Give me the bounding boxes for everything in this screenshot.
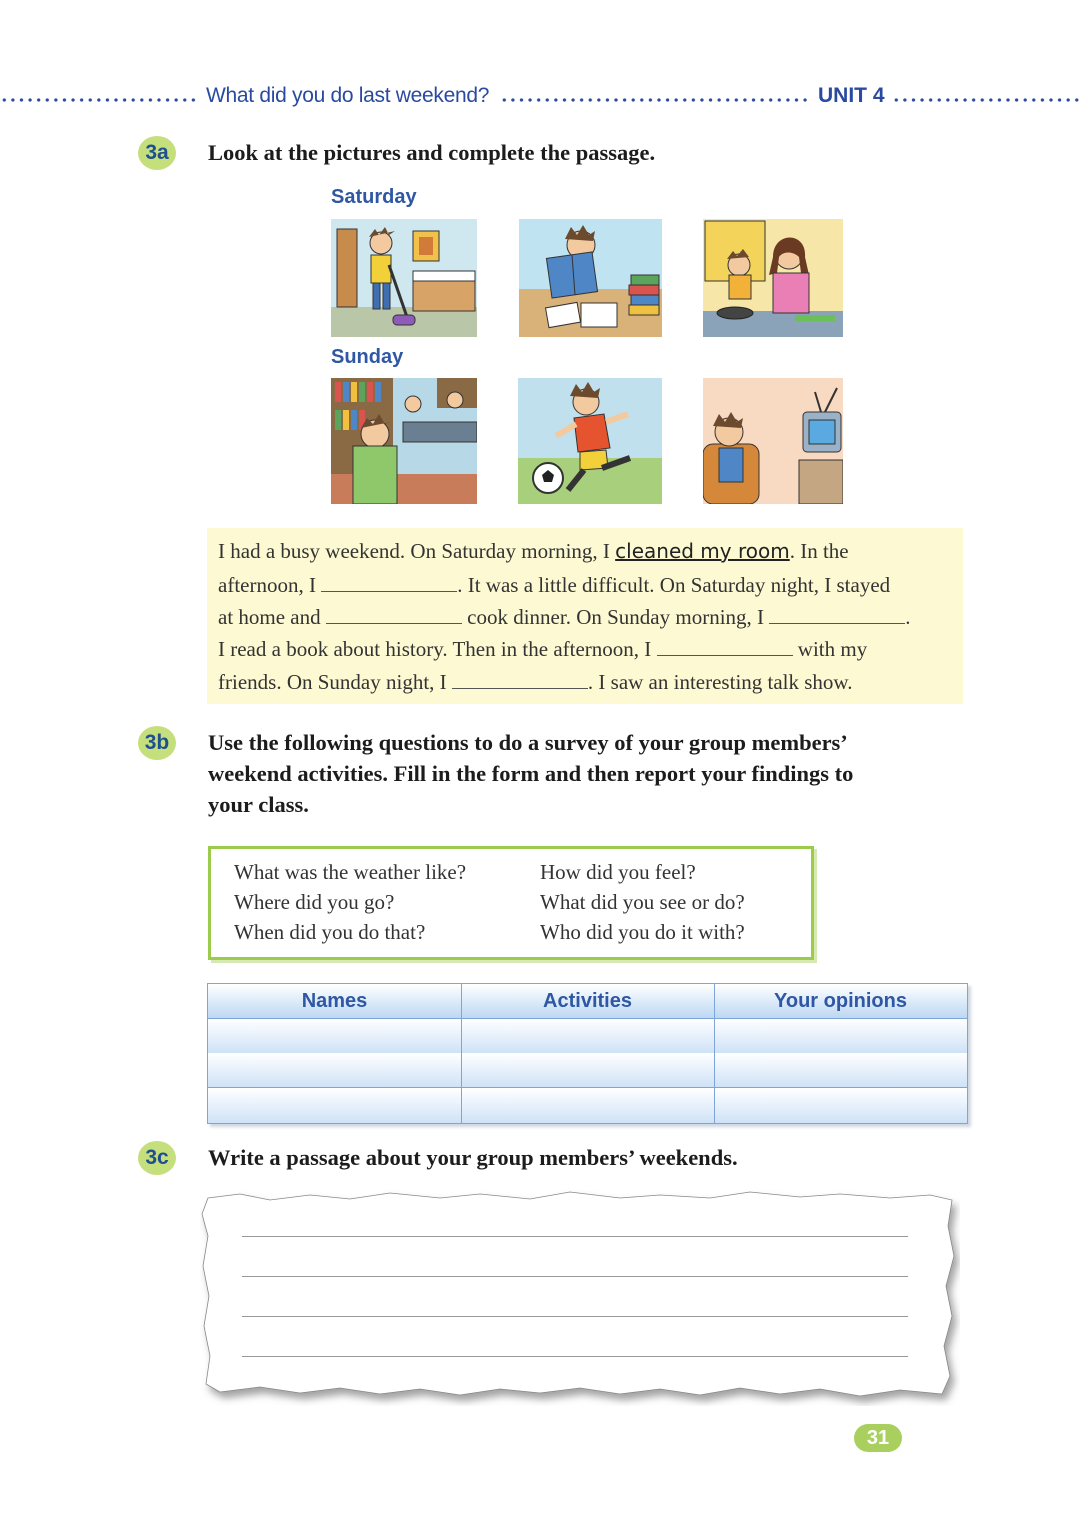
picture-playing-soccer xyxy=(518,378,662,504)
instruction-3b-line-2: weekend activities. Fill in the form and then report your findings to xyxy=(208,761,854,786)
question: Where did you go? xyxy=(234,890,395,914)
passage-text: I read a book about history. Then in the afternoon, I xyxy=(218,637,657,661)
passage-text: . It was a little difficult. On Saturday night, I stayed xyxy=(457,573,891,597)
passage-line-1 xyxy=(218,539,849,564)
answer-blank-2[interactable] xyxy=(326,603,462,624)
passage-text: at home and xyxy=(218,605,326,629)
passage-text: I had a busy weekend. On Saturday morning, I xyxy=(218,539,616,563)
picture-cleaning-room xyxy=(331,219,477,337)
saturday-label: Saturday xyxy=(331,186,417,208)
picture-watching-tv xyxy=(703,378,843,504)
answer-blank-3[interactable] xyxy=(769,603,905,624)
unit-label: UNIT 4 xyxy=(818,84,885,107)
passage-text: . xyxy=(905,605,911,629)
writing-line xyxy=(242,1356,908,1357)
table-header-activities: Activities xyxy=(543,989,632,1012)
header-dots-middle xyxy=(500,98,812,102)
instruction-3b-line-3: your class. xyxy=(208,792,309,817)
question: Who did you do it with? xyxy=(540,920,745,944)
page-number: 31 xyxy=(854,1424,902,1452)
picture-cooking-dinner xyxy=(703,219,843,337)
question: How did you feel? xyxy=(540,860,696,884)
section-badge-3c: 3c xyxy=(138,1141,176,1175)
torn-paper-writing-area[interactable] xyxy=(200,1186,960,1406)
table-row[interactable] xyxy=(208,1088,967,1123)
answer-blank-1[interactable] xyxy=(321,571,457,592)
survey-table xyxy=(207,983,968,1124)
passage-line-3 xyxy=(218,603,911,630)
page-header xyxy=(0,84,1080,112)
section-badge-3b: 3b xyxy=(138,726,176,760)
writing-line xyxy=(242,1236,908,1237)
section-badge-3a: 3a xyxy=(138,136,176,170)
question: What was the weather like? xyxy=(234,860,467,884)
passage-text: . I saw an interesting talk show. xyxy=(587,670,853,694)
instruction-3c: Write a passage about your group members’ weekends. xyxy=(208,1145,738,1170)
answer-blank-5[interactable] xyxy=(452,668,588,689)
instruction-3b-line-1: Use the following questions to do a survey of your group members’ xyxy=(208,730,848,755)
question: What did you see or do? xyxy=(540,890,745,914)
chapter-title: What did you do last weekend? xyxy=(206,84,490,107)
passage-line-5 xyxy=(218,668,853,695)
passage-text: with my xyxy=(792,637,868,661)
writing-line xyxy=(242,1276,908,1277)
passage-text: afternoon, I xyxy=(218,573,322,597)
sunday-label: Sunday xyxy=(331,346,404,368)
passage-box xyxy=(207,528,963,704)
table-header-opinions: Your opinions xyxy=(774,989,907,1012)
example-answer: cleaned my room xyxy=(615,539,790,563)
writing-line xyxy=(242,1316,908,1317)
passage-text: . In the xyxy=(789,539,849,563)
answer-blank-4[interactable] xyxy=(657,635,793,656)
picture-doing-homework xyxy=(519,219,662,337)
table-row[interactable] xyxy=(208,1019,967,1054)
question: When did you do that? xyxy=(234,920,426,944)
instruction-3a: Look at the pictures and complete the passage. xyxy=(208,140,656,165)
passage-line-2 xyxy=(218,571,890,598)
passage-line-4 xyxy=(218,635,867,662)
table-row[interactable] xyxy=(208,1053,967,1088)
survey-questions-box xyxy=(208,846,814,960)
passage-text: cook dinner. On Sunday morning, I xyxy=(461,605,770,629)
picture-library xyxy=(331,378,477,504)
passage-text: friends. On Sunday night, I xyxy=(218,670,452,694)
header-dots-right xyxy=(892,98,1080,102)
header-dots-left xyxy=(0,98,200,102)
table-header-names: Names xyxy=(301,989,368,1012)
